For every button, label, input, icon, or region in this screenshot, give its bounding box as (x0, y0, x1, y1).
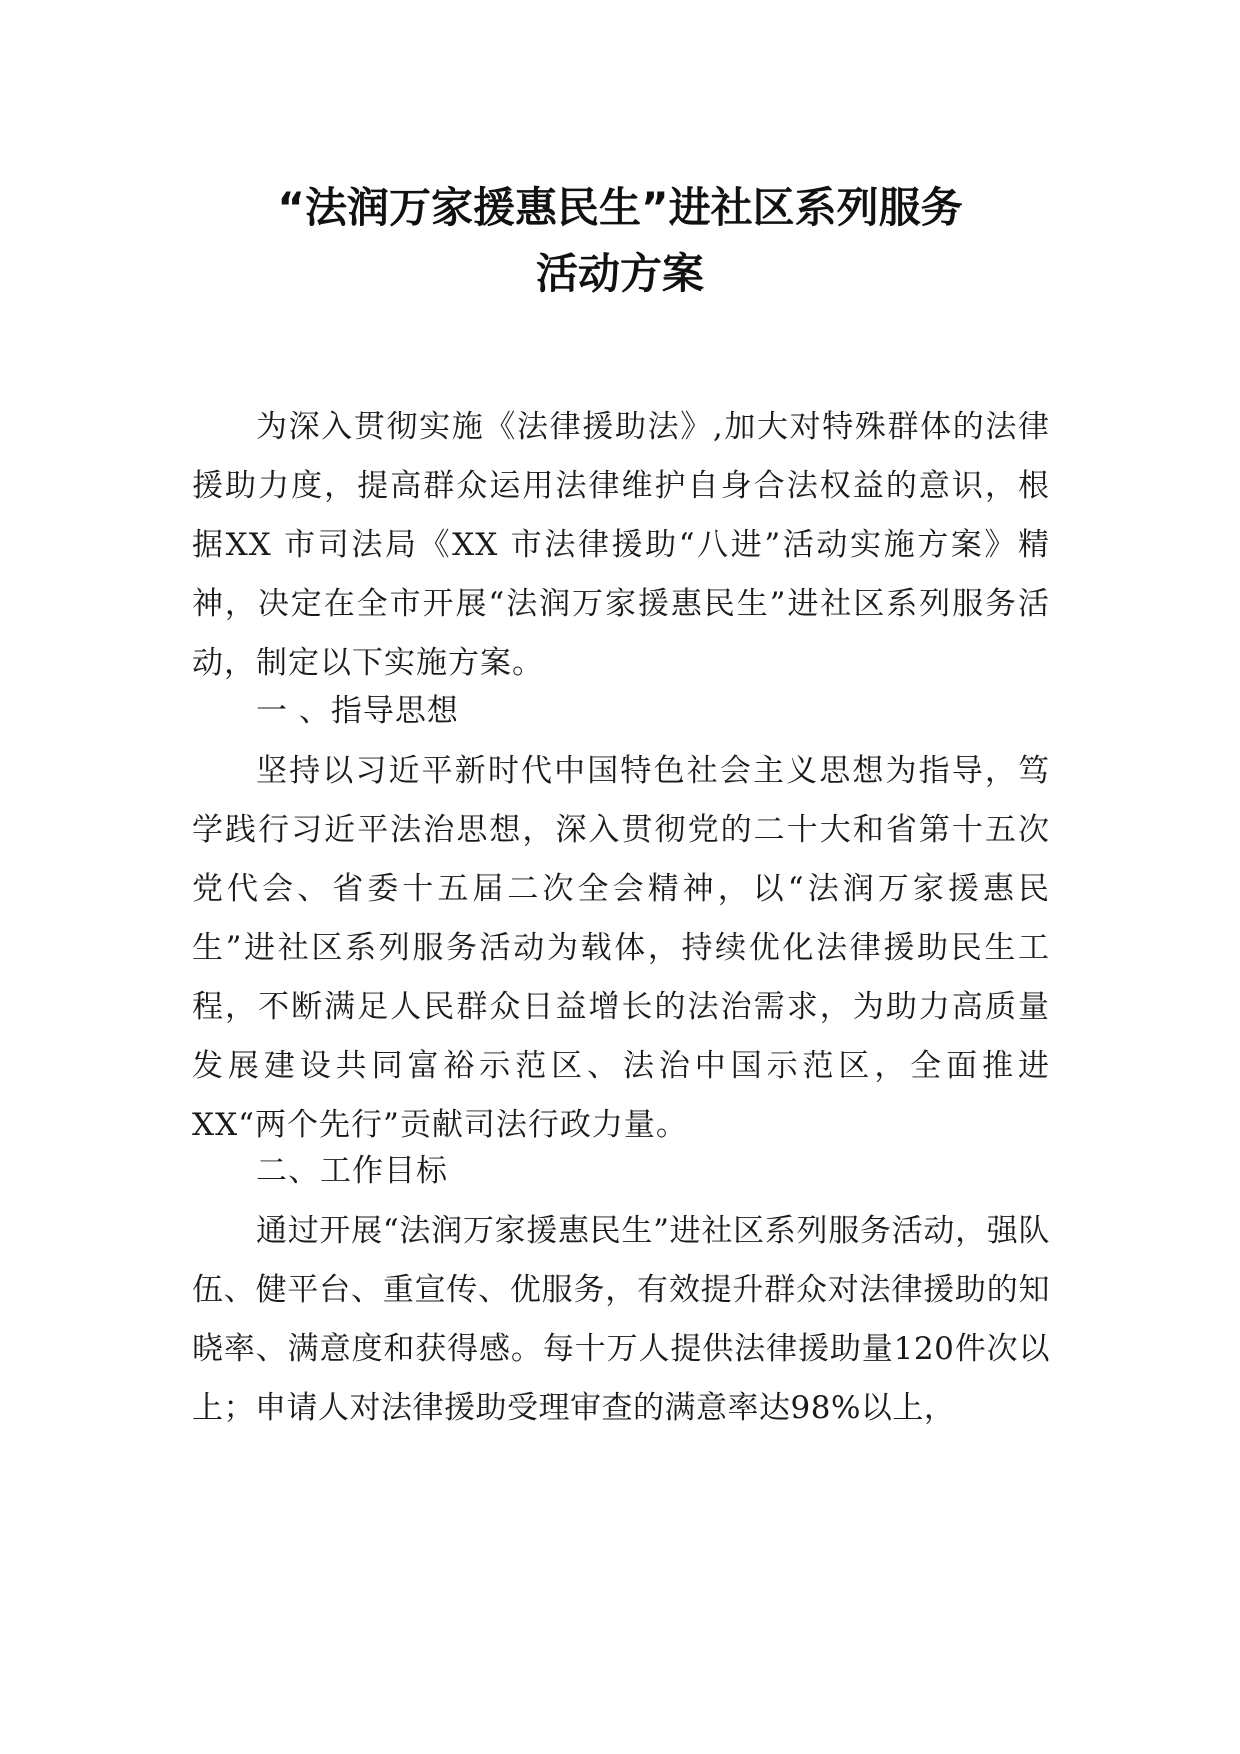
document-title-line-2: 活动方案 (535, 249, 704, 298)
intro-paragraph: 为深入贯彻实施《法律援助法》,加大对特殊群体的法律援助力度，提高群众运用法律维护自身合法权益的意识，根据XX 市司法局《XX 市法律援助“八进”活动实施方案》精神，决定在全市开展“法润万家援惠民生”进社区系列服务活动，制定以下实施方案。 (192, 409, 1050, 681)
document-title-line-1: “法润万家援惠民生”进社区系列服务 (277, 183, 963, 232)
section-heading-guiding-ideology: 一 、指导思想 (256, 693, 459, 729)
work-goals-paragraph: 通过开展“法润万家援惠民生”进社区系列服务活动，强队伍、健平台、重宣传、优服务，有效提升群众对法律援助的知晓率、满意度和获得感。每十万人提供法律援助量120件次以上；申请人对法律援助受理审查的满意率达98%以上， (192, 1213, 1050, 1426)
section-heading-work-goals: 二、工作目标 (256, 1153, 448, 1189)
guiding-ideology-paragraph: 坚持以习近平新时代中国特色社会主义思想为指导，笃学践行习近平法治思想，深入贯彻党的二十大和省第十五次党代会、省委十五届二次全会精神，以“法润万家援惠民生”进社区系列服务活动为载体，持续优化法律援助民生工程，不断满足人民群众日益增长的法治需求，为助力高质量发展建设共同富裕示范区、法治中国示范区，全面推进XX“两个先行”贡献司法行政力量。 (192, 753, 1050, 1143)
